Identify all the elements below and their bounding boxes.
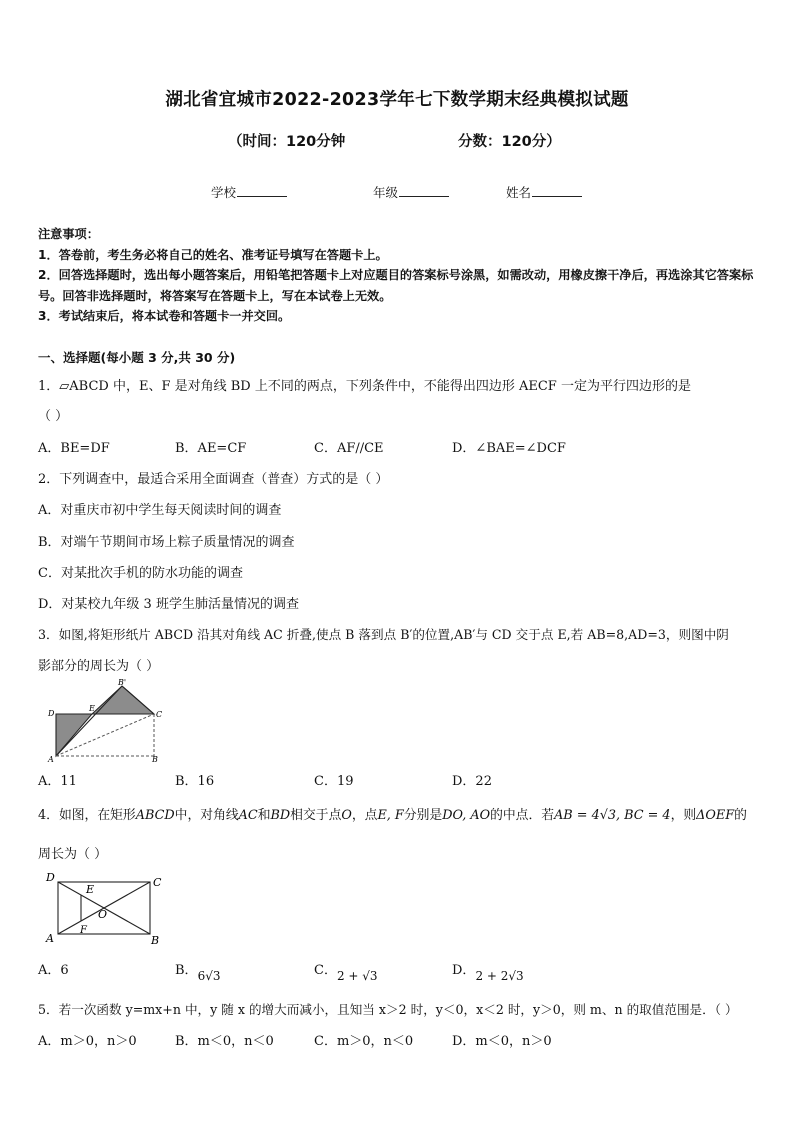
q4-text: 4．如图，在矩形 [38, 808, 136, 823]
grade-label: 年级 [373, 185, 399, 200]
q4-text: ，点 [351, 808, 378, 823]
note-item: 3．考试结束后，将本试卷和答题卡一并交回。 [38, 309, 291, 323]
section-heading: 一、选择题(每小题 3 分,共 30 分) [38, 350, 236, 365]
q1-option-d: D．∠BAE=∠DCF [452, 441, 566, 456]
q4-figure [42, 868, 172, 950]
q5-option-b: B．m＜0，n＜0 [175, 1034, 274, 1049]
q4-option-b-value: 6√3 [197, 969, 221, 983]
q4-math: ΔOEF [696, 808, 735, 823]
grade-field [373, 183, 449, 201]
q4-math: ABCD [135, 808, 175, 823]
q3-stem: 3．如图,将矩形纸片 ABCD 沿其对角线 AC 折叠,使点 B 落到点 B′的位置,AB′与 CD 交于点 E,若 AB=8,AD=3，则图中阴 [38, 627, 729, 642]
q3-figure [42, 678, 164, 764]
notes-heading: 注意事项： [38, 227, 99, 241]
q2-option-a: A．对重庆市初中学生每天阅读时间的调查 [38, 503, 282, 518]
q5-option-c: C．m＞0，n＜0 [314, 1034, 414, 1049]
q4-option-c-value: 2 + √3 [336, 969, 378, 983]
q4-label-b: B [151, 934, 160, 947]
q4-option-c [314, 959, 378, 983]
q4-option-d-value: 2 + 2√3 [475, 969, 524, 983]
q4-option-b-label: B． [175, 963, 198, 978]
q4-label-c: C [153, 876, 162, 889]
q4-label-o: O [98, 908, 108, 921]
q2-option-d: D．对某校九年级 3 班学生肺活量情况的调查 [38, 597, 299, 612]
q4-label-e: E [86, 883, 95, 896]
q3-option-a: A．11 [38, 774, 77, 789]
q4-label-f: F [80, 925, 87, 936]
q4-text: 和 [257, 808, 271, 823]
q5-option-d: D．m＜0，n＞0 [452, 1034, 552, 1049]
q4-label-a: A [46, 932, 54, 945]
q4-math: E, F [377, 808, 404, 823]
q3-label-b: B [152, 755, 158, 764]
q4-option-d-label: D． [452, 963, 476, 978]
q4-math: O [341, 808, 352, 823]
q1-paren: （ ） [38, 409, 69, 424]
q2-stem: 2．下列调查中，最适合采用全面调查（普查）方式的是（ ） [38, 472, 389, 487]
q3-label-e: E [89, 704, 95, 713]
q3-option-b: B．16 [175, 774, 215, 789]
q4-text: 中，对角线 [174, 808, 239, 823]
q4-math: BD [270, 808, 291, 823]
q4-math: AB = 4√3, BC = 4 [554, 808, 671, 823]
q4-text: 的中点．若 [490, 808, 555, 823]
name-label: 姓名 [506, 185, 532, 200]
exam-score: 分数：120分） [458, 134, 561, 150]
q4-text: 相交于点 [290, 808, 342, 823]
q4-option-d [452, 959, 524, 983]
school-blank [237, 184, 287, 197]
q1-option-c: C．AF//CE [314, 441, 384, 456]
q1-stem: 1．▱ABCD 中，E、F 是对角线 BD 上不同的两点，下列条件中，不能得出四边形 AECF 一定为平行四边形的是 [38, 379, 691, 394]
q4-text: ，则 [670, 808, 697, 823]
grade-blank [399, 184, 449, 197]
page-title: 湖北省宜城市2022-2023学年七下数学期末经典模拟试题 [165, 90, 629, 110]
q5-stem: 5．若一次函数 y=mx+n 中，y 随 x 的增大而减小，且知当 x＞2 时，y＜0，x＜2 时，y＞0，则 m、n 的取值范围是．（ ） [38, 1002, 738, 1017]
q4-math: DO, AO [442, 808, 491, 823]
q3-label-b-prime: B' [118, 678, 127, 687]
q3-label-d: D [48, 709, 55, 718]
q2-option-c: C．对某批次手机的防水功能的调查 [38, 566, 243, 581]
q1-option-b: B．AE=CF [175, 441, 247, 456]
q4-text: 分别是 [403, 808, 443, 823]
q4-text: 的 [734, 808, 747, 823]
q1-option-a: A．BE=DF [38, 441, 110, 456]
q2-option-b: B．对端午节期间市场上粽子质量情况的调查 [38, 535, 295, 550]
q3-option-d: D．22 [452, 774, 492, 789]
q4-label-d: D [46, 871, 55, 884]
q3-stem-cont: 影部分的周长为（ ） [38, 659, 160, 674]
notes-block [38, 224, 762, 327]
q3-label-a: A [48, 755, 54, 764]
school-field [211, 183, 287, 201]
q5-option-a: A．m＞0，n＞0 [38, 1034, 137, 1049]
q4-option-c-label: C． [314, 963, 337, 978]
q4-stem [38, 804, 747, 823]
note-item: 1．答卷前，考生务必将自己的姓名、准考证号填写在答题卡上。 [38, 247, 388, 262]
q3-option-c: C．19 [314, 774, 354, 789]
q4-option-b [175, 959, 221, 983]
name-field [506, 183, 582, 201]
q3-label-c: C [156, 710, 163, 719]
q4-option-a: A．6 [38, 963, 69, 978]
exam-time: （时间：120分钟 [228, 134, 346, 150]
note-item: 2．回答选择题时，选出每小题答案后，用铅笔把答题卡上对应题目的答案标号涂黑，如需改动，用橡皮擦干净后，再选涂其它答案标号。回答非选择题时，将答案写在答题卡上，写在本试卷上无效。 [38, 268, 754, 303]
q4-math: AC [238, 808, 258, 823]
name-blank [532, 184, 582, 197]
q4-stem-cont: 周长为（ ） [38, 847, 108, 862]
school-label: 学校 [211, 185, 237, 200]
